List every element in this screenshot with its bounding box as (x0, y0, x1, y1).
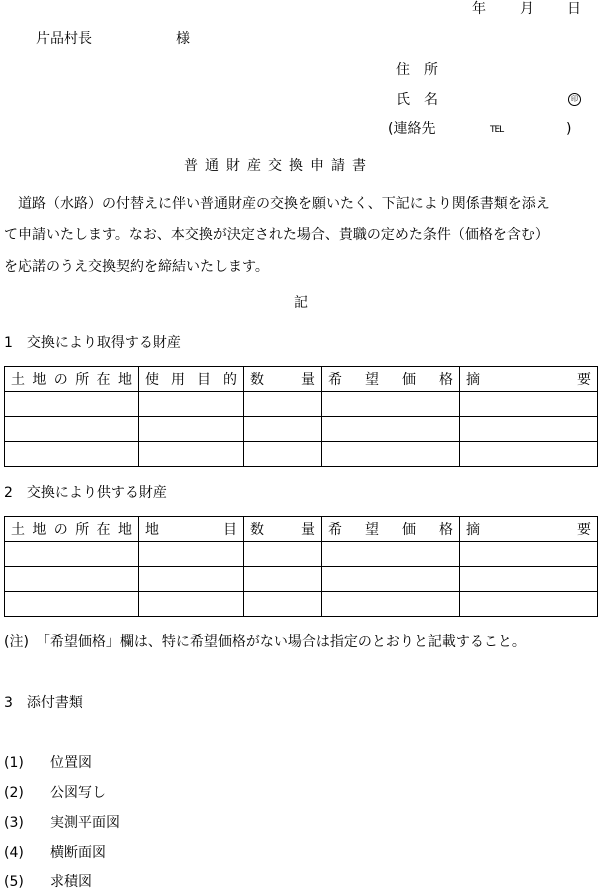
column-header: 土地の所在地 (5, 367, 139, 392)
attachment-number: (3) (4, 815, 24, 831)
column-header: 数量 (244, 517, 322, 542)
contact-close: ) (566, 121, 572, 137)
table-cell (460, 442, 598, 467)
addressee-name: 片品村長 (36, 31, 92, 47)
date-month-label: 月 (520, 1, 534, 17)
table-row (5, 442, 598, 467)
table-cell (322, 442, 460, 467)
table-cell (139, 542, 244, 567)
document-title: 普通財産交換申請書 (184, 158, 373, 174)
column-header: 地目 (139, 517, 244, 542)
table-header-row (5, 367, 598, 392)
date-day-label: 日 (567, 1, 581, 17)
table-cell (322, 542, 460, 567)
column-header: 摘要 (460, 517, 598, 542)
table-row (5, 567, 598, 592)
section2-table (4, 516, 598, 617)
table-cell (5, 442, 139, 467)
table-cell (244, 567, 322, 592)
table-cell (322, 392, 460, 417)
table-header-row (5, 517, 598, 542)
attachment-number: (1) (4, 755, 24, 771)
table-cell (5, 592, 139, 617)
table-row (5, 417, 598, 442)
table-cell (139, 417, 244, 442)
contact-open: (連絡先 (388, 121, 436, 137)
table-cell (139, 392, 244, 417)
attachment-label: 実測平面図 (50, 815, 120, 831)
table-cell (139, 567, 244, 592)
table-cell (244, 417, 322, 442)
table-cell (5, 392, 139, 417)
table-cell (460, 417, 598, 442)
column-header: 土地の所在地 (5, 517, 139, 542)
table-cell (139, 442, 244, 467)
address-label: 住 所 (396, 62, 438, 78)
table-cell (244, 392, 322, 417)
table-cell (139, 592, 244, 617)
body-line-2: て申請いたします。なお、本交換が決定された場合、貴職の定めた条件（価格を含む） (4, 227, 549, 243)
seal-mark: 印 (568, 93, 581, 106)
body-line-1: 道路（水路）の付替えに伴い普通財産の交換を願いたく、下記により関係書類を添え (4, 196, 550, 212)
table-cell (322, 592, 460, 617)
table-cell (244, 442, 322, 467)
section3-heading: 3 添付書類 (4, 695, 83, 711)
section2-heading: 2 交換により供する財産 (4, 485, 167, 501)
ki-label: 記 (294, 295, 308, 311)
table-cell (460, 542, 598, 567)
attachment-label: 公図写し (50, 785, 106, 801)
column-header: 数量 (244, 367, 322, 392)
attachment-number: (5) (4, 874, 24, 890)
table-cell (322, 417, 460, 442)
attachment-label: 求積図 (50, 874, 92, 890)
column-header: 使用目的 (139, 367, 244, 392)
table-cell (5, 567, 139, 592)
table-cell (244, 592, 322, 617)
table-row (5, 392, 598, 417)
table-row (5, 542, 598, 567)
table-row (5, 592, 598, 617)
table-cell (322, 567, 460, 592)
table-cell (5, 542, 139, 567)
date-year-label: 年 (472, 1, 486, 17)
table-cell (5, 417, 139, 442)
price-note: (注) 「希望価格」欄は、特に希望価格がない場合は指定のとおりと記載すること。 (4, 634, 526, 650)
attachment-number: (2) (4, 785, 24, 801)
section1-heading: 1 交換により取得する財産 (4, 335, 181, 351)
tel-label: TEL (490, 125, 504, 135)
attachment-label: 横断面図 (50, 845, 106, 861)
table-cell (460, 392, 598, 417)
attachment-label: 位置図 (50, 755, 92, 771)
column-header: 希望価格 (322, 517, 460, 542)
table-cell (460, 567, 598, 592)
name-label: 氏 名 (396, 92, 438, 108)
column-header: 摘要 (460, 367, 598, 392)
attachment-number: (4) (4, 845, 24, 861)
addressee-suffix: 様 (176, 31, 190, 47)
section1-table (4, 366, 598, 467)
column-header: 希望価格 (322, 367, 460, 392)
table-cell (460, 592, 598, 617)
body-line-3: を応諾のうえ交換契約を締結いたします。 (4, 259, 269, 275)
table-cell (244, 542, 322, 567)
